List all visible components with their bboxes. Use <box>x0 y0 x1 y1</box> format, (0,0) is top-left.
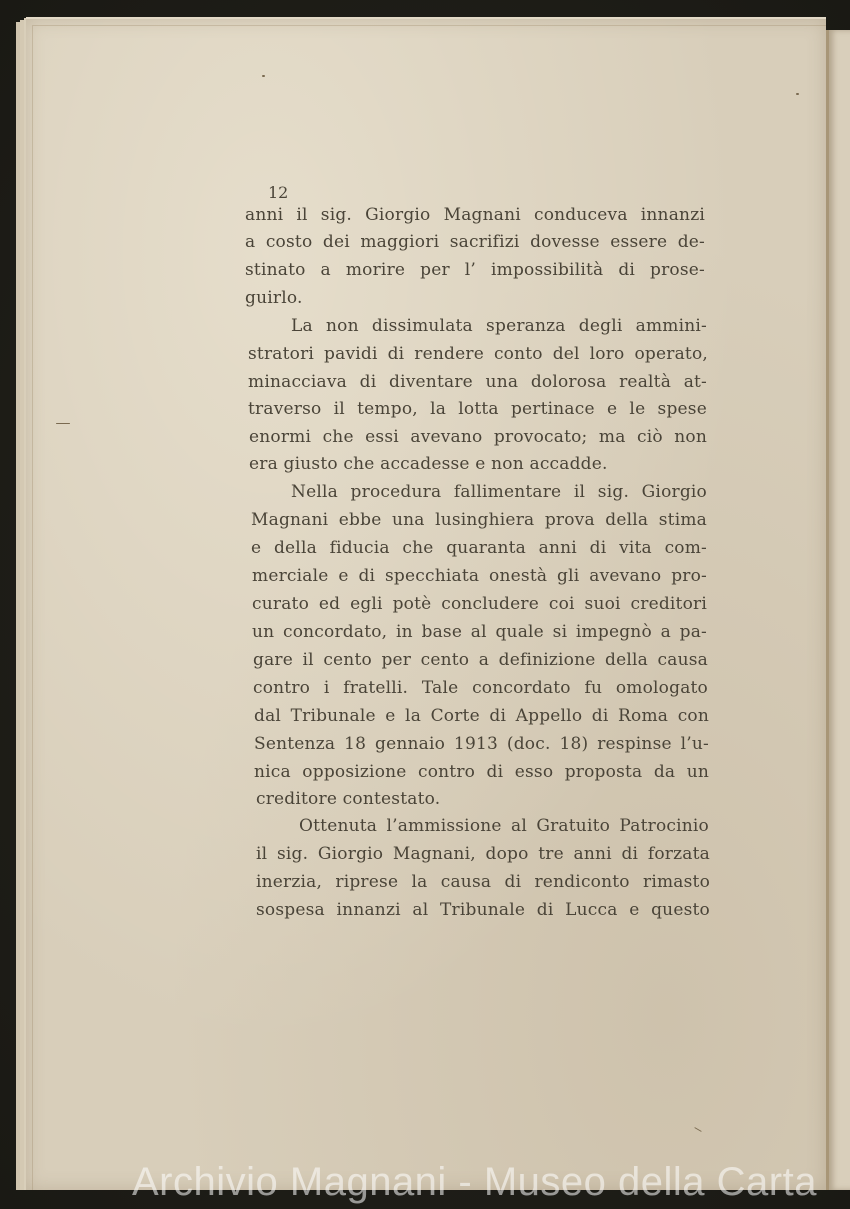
text-line: traverso il tempo, la lotta pertinace e le spese <box>248 399 707 419</box>
archive-watermark: Archivio Magnani - Museo della Carta <box>132 1160 817 1204</box>
page-number: 12 <box>268 183 289 202</box>
text-line: enormi che essi avevano provocato; ma ciò non <box>249 427 707 447</box>
text-line: Sentenza 18 gennaio 1913 (doc. 18) respinse l’u- <box>254 734 709 754</box>
text-line: gare il cento per cento a definizione della causa <box>253 650 708 670</box>
paper-speck <box>694 1127 701 1132</box>
text-line: minacciava di diventare una dolorosa realtà at- <box>248 372 707 392</box>
text-line: creditore contestato. <box>256 789 441 809</box>
text-line: un concordato, in base al quale si impegnò a pa- <box>252 622 707 642</box>
paper-speck <box>796 93 799 95</box>
text-line: La non dissimulata speranza degli ammini- <box>291 316 707 336</box>
text-line: anni il sig. Giorgio Magnani conduceva innanzi <box>245 205 705 225</box>
text-line: Ottenuta l’ammissione al Gratuito Patrocinio <box>299 816 709 836</box>
next-page-edge <box>826 30 850 1190</box>
text-line: contro i fratelli. Tale concordato fu omologato <box>253 678 708 698</box>
paper-speck <box>56 423 70 424</box>
text-line: guirlo. <box>245 288 303 308</box>
text-line: sospesa innanzi al Tribunale di Lucca e questo <box>256 900 710 920</box>
text-line: era giusto che accadesse e non accadde. <box>249 454 608 474</box>
text-line: stratori pavidi di rendere conto del loro operato, <box>248 344 708 364</box>
text-line: inerzia, riprese la causa di rendiconto rimasto <box>256 872 710 892</box>
text-line: il sig. Giorgio Magnani, dopo tre anni di forzata <box>256 844 710 864</box>
text-line: Nella procedura fallimentare il sig. Giorgio <box>291 482 707 502</box>
text-line: stinato a morire per l’ impossibilità di prose- <box>245 260 705 280</box>
paper-speck <box>262 75 265 77</box>
text-line: a costo dei maggiori sacrifizi dovesse essere de- <box>245 232 705 252</box>
text-line: dal Tribunale e la Corte di Appello di Roma con <box>254 706 709 726</box>
text-line: e della fiducia che quaranta anni di vita com- <box>251 538 707 558</box>
text-line: merciale e di specchiata onestà gli avevano pro- <box>252 566 707 586</box>
text-line: Magnani ebbe una lusinghiera prova della stima <box>251 510 707 530</box>
text-line: curato ed egli potè concludere coi suoi creditori <box>252 594 707 614</box>
text-line: nica opposizione contro di esso proposta da un <box>254 762 709 782</box>
